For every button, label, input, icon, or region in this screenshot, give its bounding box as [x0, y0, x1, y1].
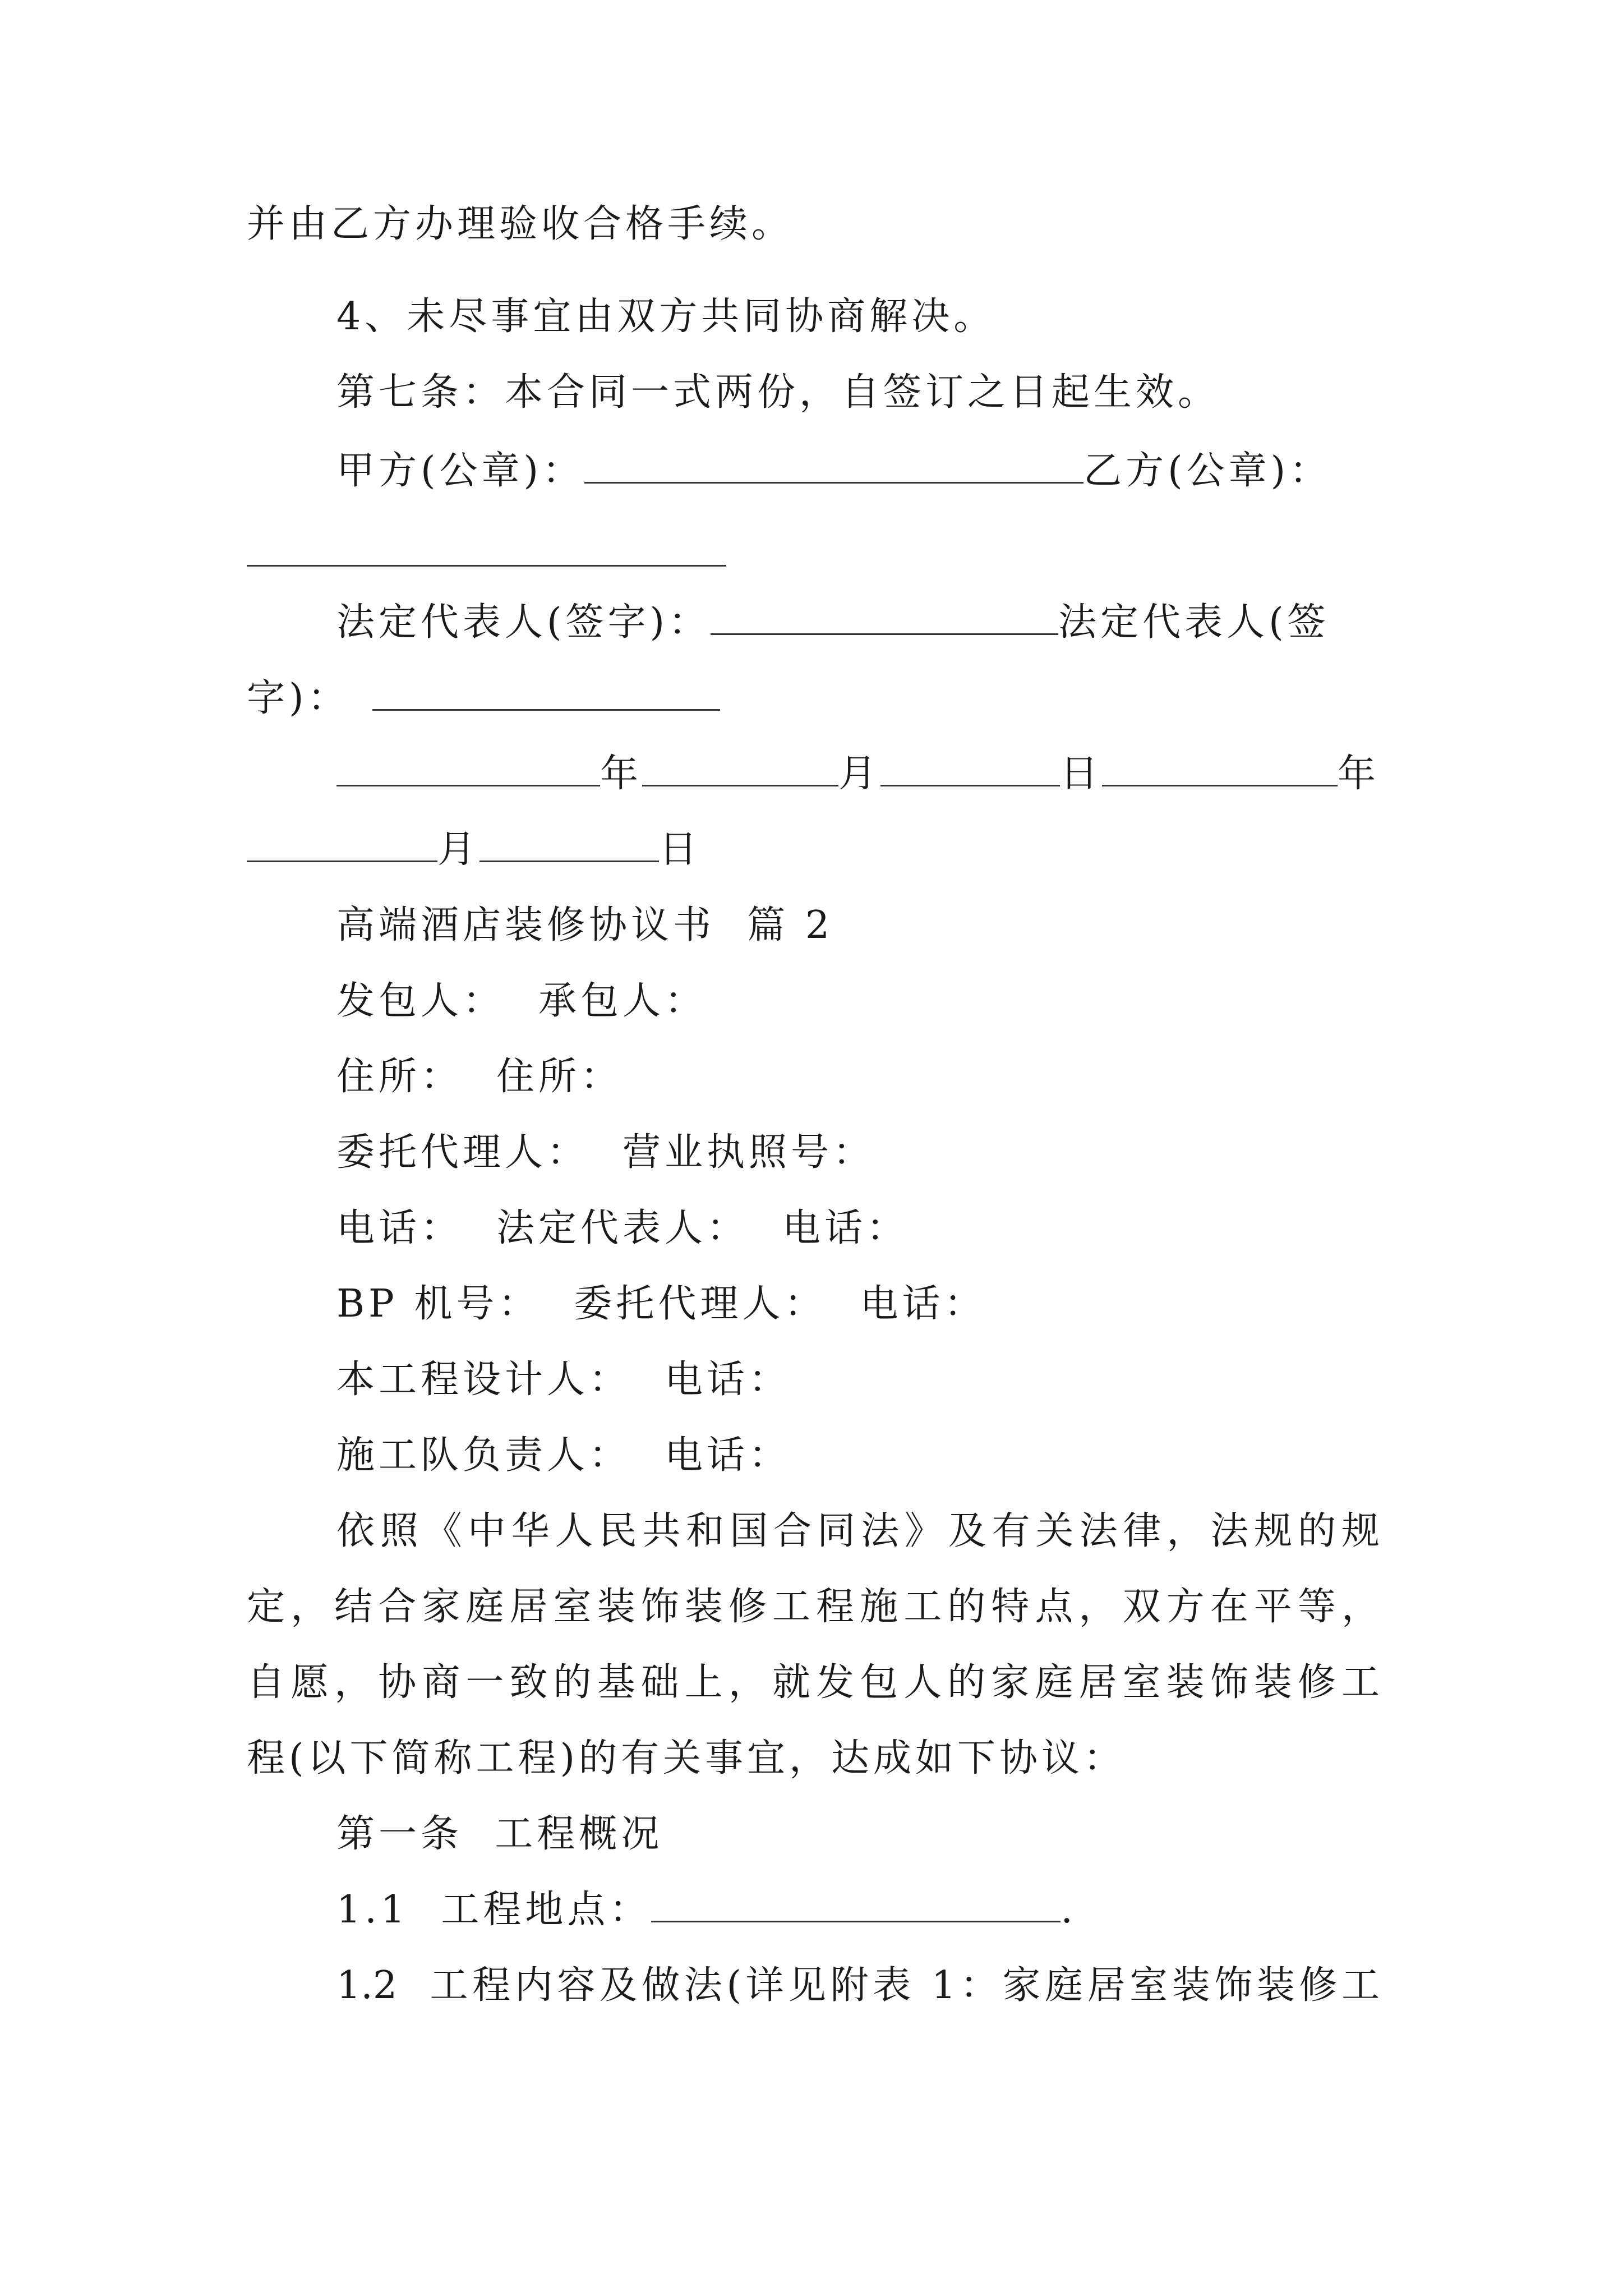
party-b-seal-blank[interactable] [247, 524, 726, 567]
crew-leader-label: 施工队负责人： [336, 1433, 631, 1478]
day-blank-b[interactable] [479, 826, 659, 862]
day-blank-a[interactable] [880, 750, 1060, 786]
section-title-text: 高端酒店装修协议书 篇 2 [336, 903, 834, 947]
date-line-cont [247, 825, 1380, 875]
party-b-rep-label-cont: 字)： [247, 676, 350, 720]
party-a-rep-blank[interactable] [711, 599, 1058, 635]
month-blank-a[interactable] [642, 750, 838, 786]
year-label: 年 [1338, 752, 1380, 796]
field-row [336, 1279, 1469, 1329]
month-label: 月 [437, 827, 480, 872]
period: . [1061, 1888, 1077, 1932]
article-7 [336, 367, 1469, 418]
line-text: 自愿，协商一致的基础上，就发包人的家庭居室装饰装修工 [247, 1660, 1380, 1705]
clause-item-4 [336, 292, 1469, 342]
legal-rep-line-cont [247, 673, 1380, 724]
party-b-seal-line [247, 524, 1380, 579]
paragraph-line [247, 1733, 1380, 1784]
line-text: 第七条：本合同一式两份，自签订之日起生效。 [336, 370, 1220, 415]
paragraph-line [247, 1658, 1380, 1708]
line-text: 4、未尽事宜由双方共同协商解决。 [336, 295, 996, 339]
field-row [336, 1203, 1469, 1254]
day-label: 日 [1060, 752, 1103, 796]
line-text: 定，结合家庭居室装饰装修工程施工的特点，双方在平等， [247, 1585, 1380, 1629]
line-text: 程(以下简称工程)的有关事宜，达成如下协议： [247, 1736, 1126, 1780]
pager-label: BP 机号： [336, 1282, 541, 1326]
paragraph-line [247, 1582, 1380, 1632]
phone-label: 电话： [860, 1282, 986, 1326]
line-text: 依照《中华人民共和国合同法》及有关法律，法规的规 [336, 1509, 1380, 1553]
year-blank-b[interactable] [1102, 750, 1338, 786]
date-line [336, 749, 1469, 799]
party-a-rep-label: 法定代表人(签字)： [336, 600, 711, 645]
phone-label: 电话： [336, 1206, 463, 1250]
phone-label: 电话： [665, 1433, 791, 1478]
party-b-rep-blank[interactable] [372, 674, 720, 711]
project-content-line [336, 1961, 1380, 2011]
field-row [336, 976, 1469, 1027]
line-text: 1.2 工程内容及做法(详见附表 1：家庭居室装饰装修工 [336, 1963, 1380, 2008]
line-text: 并由乙方办理验收合格手续。 [247, 202, 794, 246]
year-label: 年 [600, 752, 643, 796]
project-location-line [336, 1885, 1469, 1935]
legal-rep-line [336, 597, 1469, 648]
employer-address-label: 住所： [336, 1055, 463, 1099]
day-label: 日 [659, 827, 702, 872]
agent-label: 委托代理人： [574, 1282, 827, 1326]
project-location-label: 1.1 工程地点： [336, 1888, 652, 1932]
legal-rep-label: 法定代表人： [496, 1206, 749, 1250]
contractor-label: 承包人： [538, 979, 707, 1023]
business-license-label: 营业执照号： [623, 1130, 875, 1175]
designer-label: 本工程设计人： [336, 1358, 631, 1402]
text-line [247, 199, 1380, 250]
month-label: 月 [838, 752, 881, 796]
contractor-address-label: 住所： [496, 1055, 623, 1099]
party-a-seal-label: 甲方(公章)： [336, 449, 585, 493]
section-title [336, 900, 1469, 951]
paragraph-line [336, 1506, 1380, 1557]
article-1-heading [336, 1809, 1469, 1860]
party-b-rep-label: 法定代表人(签 [1058, 600, 1330, 645]
agent-label: 委托代理人： [336, 1130, 589, 1175]
field-row [336, 1355, 1469, 1405]
article-heading-text: 第一条 工程概况 [336, 1812, 663, 1856]
project-location-blank[interactable] [651, 1886, 1061, 1922]
field-row [336, 1430, 1469, 1481]
party-a-seal-blank[interactable] [584, 447, 1083, 484]
employer-label: 发包人： [336, 979, 505, 1023]
party-b-seal-label: 乙方(公章)： [1083, 449, 1332, 493]
phone-label: 电话： [782, 1206, 909, 1250]
party-seal-line [336, 446, 1469, 496]
year-blank-a[interactable] [336, 750, 600, 786]
field-row [336, 1128, 1469, 1178]
month-blank-b[interactable] [247, 826, 437, 862]
phone-label: 电话： [665, 1358, 791, 1402]
field-row [336, 1052, 1469, 1102]
